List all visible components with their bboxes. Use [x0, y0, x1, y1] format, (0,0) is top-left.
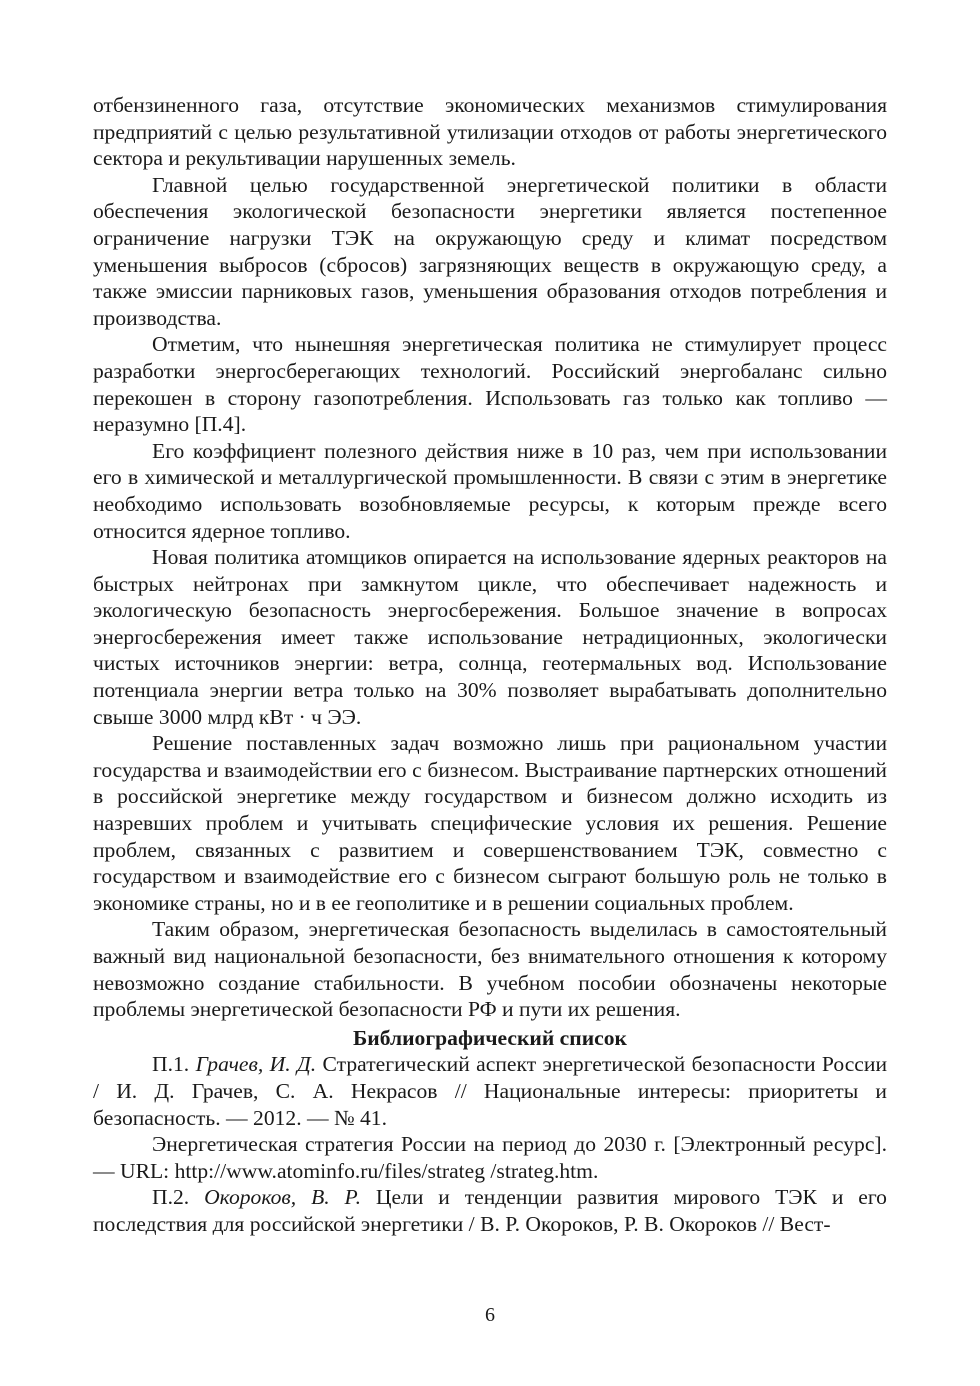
document-page: [93, 92, 887, 1238]
paragraph-continuation: отбензиненного газа, отсутствие экономических механизмов стимулирования предприятий с целью результативной утилизации отходов от работы энергетического сектора и рекультивации нарушенных земель.: [93, 93, 887, 171]
bibliography-entry-label: П.1.: [152, 1052, 196, 1077]
bibliography-heading: Библиографический список: [353, 1025, 627, 1050]
paragraph-efficiency: Его коэффициент полезного действия ниже в 10 раз, чем при использовании его в химической и металлургической промышленности. В связи с этим в энергетике необходимо использовать возобновляемые ресурсы, к которым прежде всего относится ядерное топливо.: [93, 438, 887, 543]
paragraph-nuclear-policy: Новая политика атомщиков опирается на использование ядерных реакторов на быстрых нейтронах при замкнутом цикле, что обеспечивает надежность и экологическую безопасность энергосбережения. Большое значение в вопросах энергосбережения имеет также использование нетрадиционных, экологически чистых источников энергии: ветра, солнца, геотермальных вод. Использование потенциала энергии ветра только на 30% позволяет вырабатывать дополнительно свыше 3000 млрд кВт · ч ЭЭ.: [93, 545, 887, 729]
paragraph-energy-policy: Отметим, что нынешняя энергетическая политика не стимулирует процесс разработки энергосберегающих технологий. Российский энергобаланс сильно перекошен в сторону газопотребления. Использовать газ только как топливо — неразумно [П.4].: [93, 332, 887, 437]
bibliography-entry-text: Цели и тенденции развития мирового ТЭК и его последствия для российской энергетики / В. Р. Окороков, Р. В. Окороков // Вест-: [93, 1185, 887, 1236]
paragraph-conclusion: Таким образом, энергетическая безопасность выделилась в самостоятельный важный вид национальной безопасности, без внимательного отношения к которому невозможно создание стабильности. В учебном пособии обозначены некоторые проблемы энергетической безопасности РФ и пути их решения.: [93, 917, 887, 1022]
bibliography-entry: [93, 1051, 887, 1131]
paragraph-policy-goal: Главной целью государственной энергетической политики в области обеспечения экологической безопасности энергетики является постепенное ограничение нагрузки ТЭК на окружающую среду и климат посредством уменьшения выбросов (сбросов) загрязняющих веществ в окружающую среду, а также эмиссии парниковых газов, уменьшения образования отходов потребления и производства.: [93, 172, 887, 330]
page-number: 6: [485, 1304, 495, 1326]
bibliography-entry-text: Энергетическая стратегия России на период до 2030 г. [Электронный ресурс]. — URL: http://www.atominfo.ru/files/strateg /strateg.htm.: [93, 1132, 887, 1183]
bibliography-entry: [93, 1184, 887, 1237]
bibliography-entry-author: Грачев, И. Д.: [195, 1052, 317, 1077]
paragraph-state-business: Решение поставленных задач возможно лишь при рациональном участии государства и взаимодействии его с бизнесом. Выстраивание партнерских отношений в российской энергетике между государством и бизнесом должно исходить из назревших проблем и учитывать специфические условия их решения. Решение проблем, связанных с развитием и совершенствованием ТЭК, совместно с государством и взаимодействие его с бизнесом сыграют большую роль не только в экономике страны, но и в ее геополитике и в решении социальных проблем.: [93, 731, 887, 915]
bibliography-entry-label: П.2.: [152, 1185, 205, 1210]
bibliography-entry: [93, 1131, 887, 1184]
bibliography-entry-author: Окороков, В. Р.: [204, 1185, 361, 1210]
bibliography-entry-text: Стратегический аспект энергетической безопасности России / И. Д. Грачев, С. А. Некрасов // Национальные интересы: приоритеты и безопасность. — 2012. — № 41.: [93, 1052, 888, 1130]
